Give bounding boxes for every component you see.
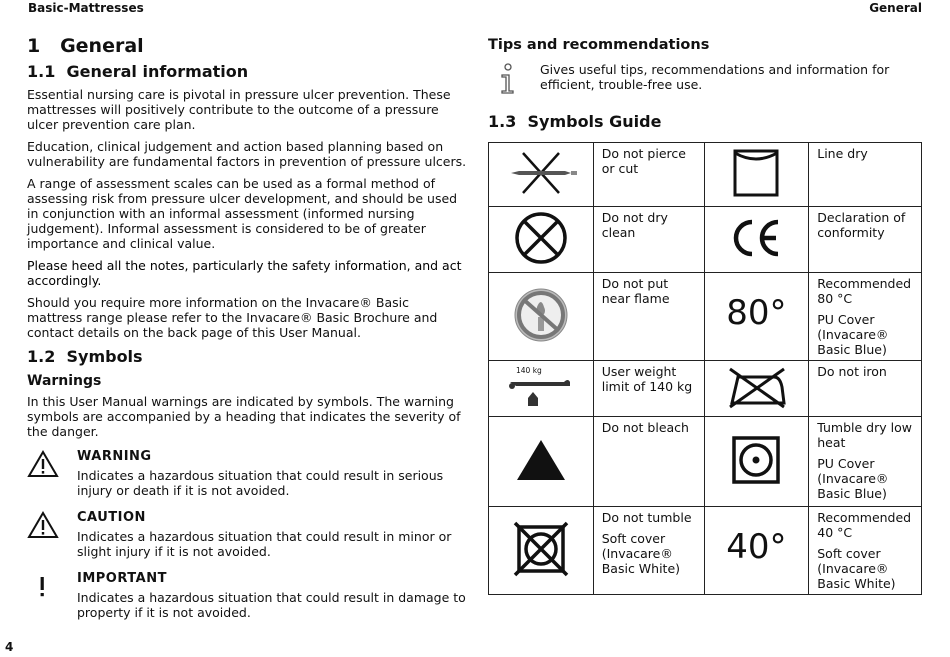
note-body: Indicates a hazardous situation that could result in damage to property if it is not avoided.	[77, 590, 466, 620]
warning-triangle-icon	[27, 449, 77, 498]
symbol-text: Recommended 80 °C	[817, 276, 912, 306]
info-icon	[488, 62, 540, 100]
do-not-iron-icon	[704, 361, 809, 417]
note-title: CAUTION	[77, 510, 146, 525]
symbol-text: Do not tumble	[601, 510, 692, 525]
table-row	[489, 361, 922, 417]
section-symbols-guide: 1.3 Symbols Guide	[488, 112, 662, 131]
note-title: IMPORTANT	[77, 571, 167, 586]
paragraph-2: Education, clinical judgement and action based planning based on vulnerability are fundamental factors in prevention of pressure ulcers.	[27, 139, 467, 169]
note-important	[27, 571, 467, 620]
line-dry-icon	[704, 143, 809, 207]
do-not-pierce-icon	[489, 143, 594, 207]
tips-block	[488, 62, 924, 100]
weight-icon-label: 140 kg	[515, 366, 542, 375]
symbol-text: Do not iron	[817, 364, 887, 379]
temperature-80-icon	[704, 273, 809, 361]
page-number: 4	[5, 640, 14, 654]
symbol-subtext: PU Cover (Invacare® Basic Blue)	[817, 312, 889, 357]
symbol-text: Do not put near flame	[601, 276, 670, 306]
paragraph-5: Should you require more information on the Invacare® Basic mattress range please refer to the Invacare® Basic Brochure and contact details on the back page of this User Manual.	[27, 295, 438, 340]
note-caution	[27, 510, 467, 559]
left-column	[27, 35, 467, 626]
no-open-flame-icon	[489, 273, 594, 361]
caution-triangle-icon	[27, 510, 77, 559]
symbol-text: Recommended 40 °C	[817, 510, 912, 540]
temperature-label: 80°	[726, 293, 787, 333]
symbol-subtext: Soft cover (Invacare® Basic White)	[601, 531, 681, 576]
symbol-text: Do not bleach	[601, 420, 689, 435]
table-row	[489, 143, 922, 207]
symbol-subtext: PU Cover (Invacare® Basic Blue)	[817, 456, 889, 501]
right-column	[488, 36, 924, 595]
symbol-text: Line dry	[817, 146, 868, 161]
paragraph-1: Essential nursing care is pivotal in pressure ulcer prevention. These mattresses will positively contribute to the outcome of a pressure ulcer prevention care plan.	[27, 87, 451, 132]
do-not-tumble-icon	[489, 507, 594, 595]
section-general-information: 1.1 General information	[27, 62, 249, 81]
exclamation-icon	[27, 571, 77, 620]
warnings-paragraph: In this User Manual warnings are indicated by symbols. The warning symbols are accompanied by a heading that indicates the severity of the danger.	[27, 394, 461, 439]
table-row	[489, 507, 922, 595]
symbol-text: Do not dry clean	[601, 210, 668, 240]
section-symbols: 1.2 Symbols	[27, 347, 143, 366]
note-title: WARNING	[77, 449, 152, 464]
tips-paragraph: Gives useful tips, recommendations and information for efficient, trouble-free use.	[540, 62, 890, 92]
temperature-label: 40°	[726, 527, 787, 567]
symbol-text: User weight limit of 140 kg	[601, 364, 693, 394]
symbols-table	[488, 142, 922, 595]
tumble-dry-low-icon	[704, 417, 809, 507]
ce-mark-icon	[704, 207, 809, 273]
note-warning	[27, 449, 467, 498]
running-header-right: General	[869, 1, 922, 15]
symbol-text: Declaration of conformity	[817, 210, 906, 240]
table-row	[489, 273, 922, 361]
temperature-40-icon	[704, 507, 809, 595]
paragraph-4: Please heed all the notes, particularly the safety information, and act accordingly.	[27, 258, 462, 288]
warnings-heading: Warnings	[27, 373, 102, 389]
note-body: Indicates a hazardous situation that could result in minor or slight injury if it is not avoided.	[77, 529, 452, 559]
symbol-text: Tumble dry low heat	[817, 420, 912, 450]
note-body: Indicates a hazardous situation that could result in serious injury or death if it is not avoided.	[77, 468, 444, 498]
chapter-title: 1 General	[27, 35, 144, 57]
do-not-bleach-icon	[489, 417, 594, 507]
symbol-text: Do not pierce or cut	[601, 146, 686, 176]
user-weight-limit-icon	[489, 361, 594, 417]
running-header-left: Basic-Mattresses	[28, 1, 144, 15]
table-row	[489, 417, 922, 507]
paragraph-3: A range of assessment scales can be used as a formal method of assessing risk from pressure ulcer development, and should be used in conjunction with an informal assessment (informed nursing judgement). Informal assessment is considered to be of greater importance and clinical value.	[27, 176, 458, 251]
symbol-subtext: Soft cover (Invacare® Basic White)	[817, 546, 896, 591]
tips-heading: Tips and recommendations	[488, 37, 710, 53]
table-row	[489, 207, 922, 273]
do-not-dry-clean-icon	[489, 207, 594, 273]
